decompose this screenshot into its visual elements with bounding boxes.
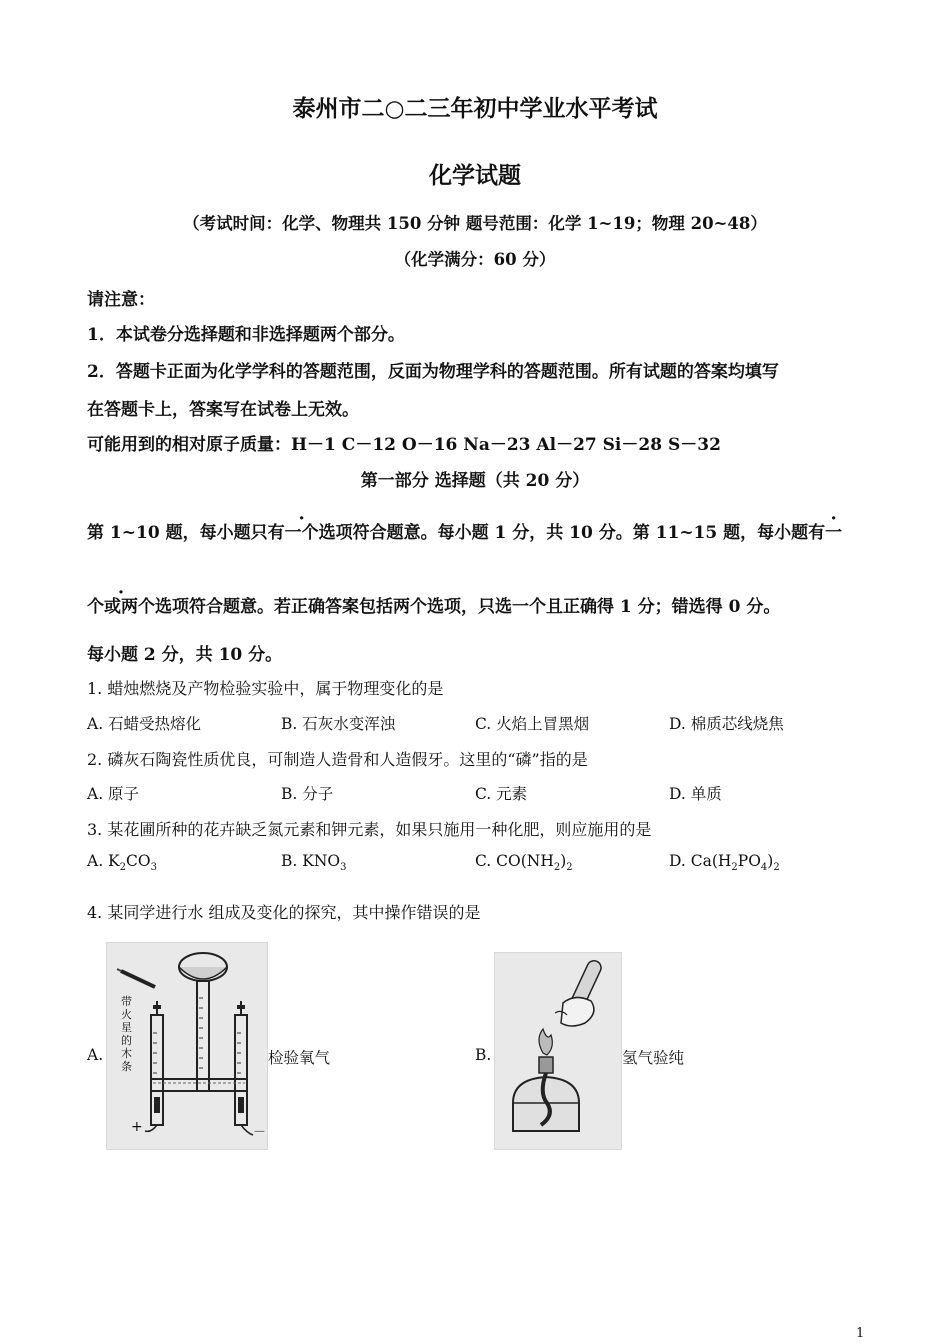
- question-2-option-a: A. 原子: [87, 785, 140, 803]
- question-3-option-d: D. $Ca(H_2PO_4)_2$: [669, 852, 780, 874]
- part1-instruction-line3: 每小题 2 分，共 10 分。: [87, 645, 283, 665]
- score-info: （化学满分：60 分）: [394, 250, 556, 269]
- question-2-option-c: C. 元素: [475, 785, 528, 803]
- page-number: 1: [856, 1326, 865, 1341]
- question-1-option-a: A. 石蜡受热熔化: [87, 715, 202, 733]
- question-3-option-b: B. $KNO_3$: [281, 852, 347, 874]
- electrolysis-apparatus-image: [106, 942, 268, 1150]
- hydrogen-purity-test-image: [494, 952, 622, 1150]
- part1-instruction-line2: 个或两个选项符合题意。若正确答案包括两个选项，只选一个且正确得 1 分；错选得 0 分。: [87, 597, 781, 617]
- question-3-option-a: A. $K_2CO_3$: [87, 852, 157, 874]
- negative-terminal-label: －: [253, 1125, 267, 1140]
- atomic-mass: 可能用到的相对原子质量：H－1 C－12 O－16 Na－23 Al－27 Si－28 S－32: [87, 435, 721, 455]
- note-item-1: 1．本试卷分选择题和非选择题两个部分。: [87, 325, 405, 345]
- question-1-stem: 1. 蜡烛燃烧及产物检验实验中，属于物理变化的是: [87, 679, 444, 698]
- subject-title: 化学试题: [429, 162, 521, 189]
- question-4-stem: 4. 某同学进行水 组成及变化的探究，其中操作错误的是: [87, 903, 481, 922]
- question-4-option-a-caption: 检验氧气: [268, 1049, 331, 1067]
- question-1-option-b: B. 石灰水变浑浊: [281, 715, 396, 733]
- positive-terminal-label: +: [131, 1119, 143, 1135]
- part1-instruction-line1: 第 1~10 题，每小题只有一个选项符合题意。每小题 1 分，共 10 分。第 11~15 题，每小题有一: [87, 523, 843, 543]
- question-2-option-b: B. 分子: [281, 785, 334, 803]
- alcohol-lamp-icon: [495, 953, 621, 1149]
- question-1-option-c: C. 火焰上冒黑烟: [475, 715, 590, 733]
- note-item-2-line2: 在答题卡上，答案写在试卷上无效。: [87, 400, 359, 420]
- question-4-option-b-caption: 氢气验纯: [622, 1049, 685, 1067]
- question-4-option-b-letter: B.: [475, 1046, 492, 1064]
- exam-title: 泰州市二○二三年初中学业水平考试: [292, 95, 658, 122]
- question-3-option-c: C. $CO(NH_2)_2$: [475, 852, 573, 874]
- notes-heading: 请注意：: [87, 290, 155, 310]
- question-4-option-a-letter: A.: [87, 1046, 104, 1064]
- question-1-option-d: D. 棉质芯线烧焦: [669, 715, 784, 733]
- note-item-2-line1: 2．答题卡正面为化学学科的答题范围，反面为物理学科的答题范围。所有试题的答案均填写: [87, 362, 779, 382]
- question-3-stem: 3. 某花圃所种的花卉缺乏氮元素和钾元素，如果只施用一种化肥，则应施用的是: [87, 820, 652, 839]
- question-2-stem: 2. 磷灰石陶瓷性质优良，可制造人造骨和人造假牙。这里的“磷”指的是: [87, 750, 588, 769]
- question-2-option-d: D. 单质: [669, 785, 722, 803]
- exam-info: （考试时间：化学、物理共 150 分钟 题号范围：化学 1~19；物理 20~48）: [183, 214, 767, 233]
- splint-label: 带 火 星 的 木 条: [121, 995, 132, 1073]
- part1-heading: 第一部分 选择题（共 20 分）: [360, 471, 590, 491]
